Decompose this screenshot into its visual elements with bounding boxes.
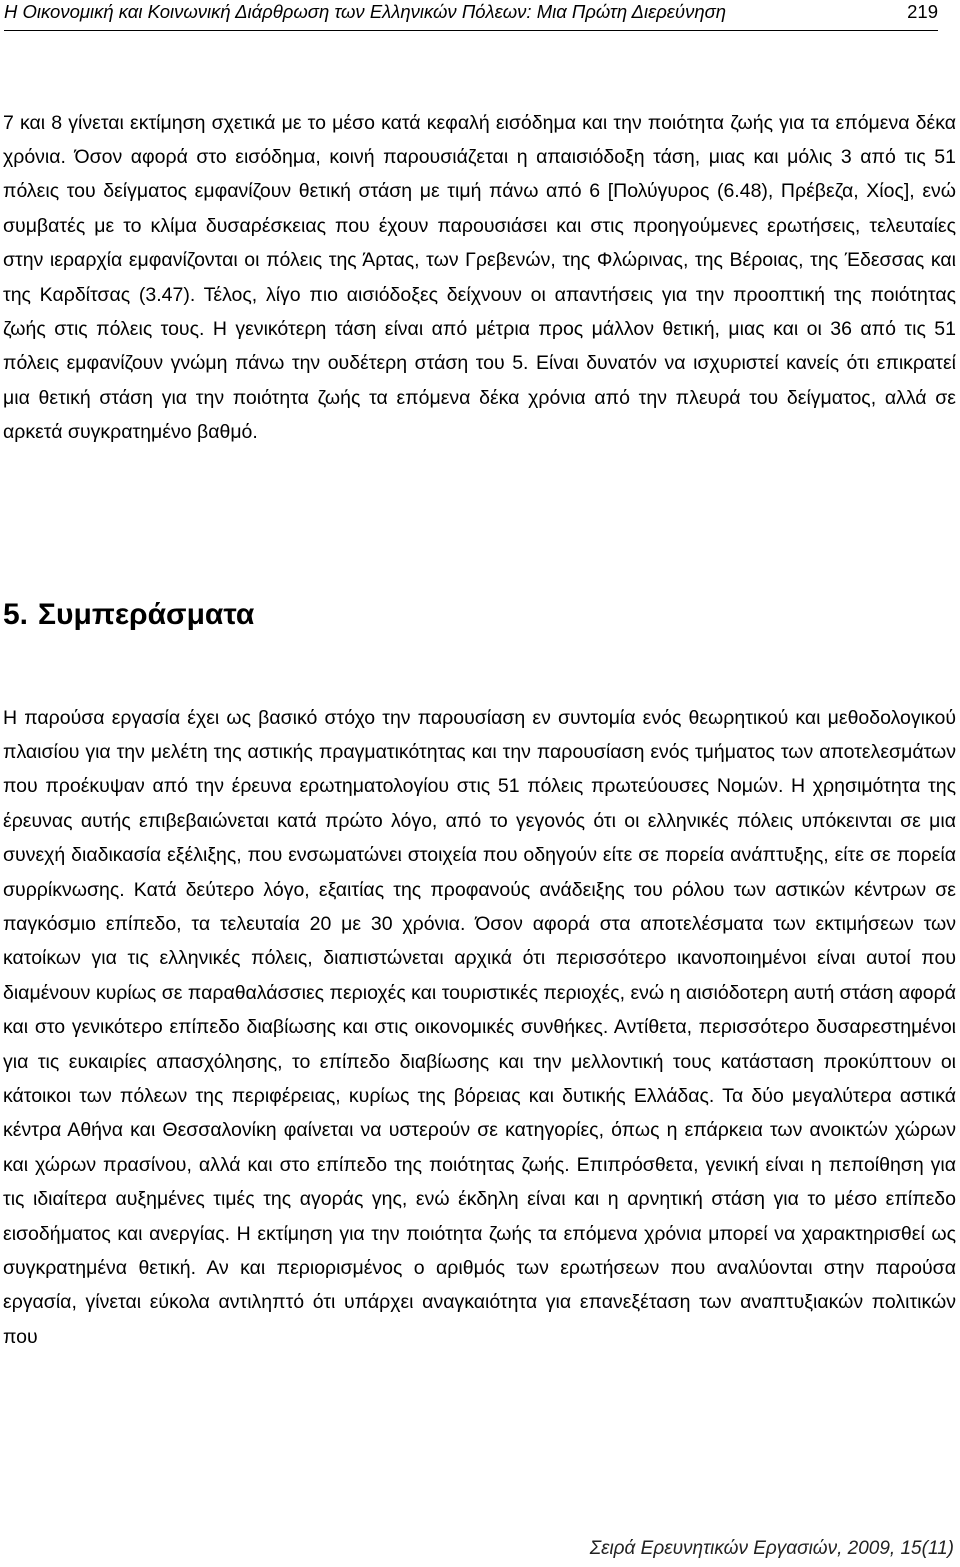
body-paragraph-1: 7 και 8 γίνεται εκτίμηση σχετικά με το μέσο κατά κεφαλή εισόδημα και την ποιότητα ζωής για τα επόμενα δέκα χρόνια. Όσον αφορά στο εισόδημα, κοινή παρουσιάζεται η απαισιόδοξη τάση, μιας και μόλις 3 από τις 51 πόλεις του δείγματος εμφανίζουν θετική στάση με τιμή πάνω από 6 [Πολύγυρος (6.48), Πρέβεζα, Χίος], ενώ συμβατές με το κλίμα δυσαρέσκειας που έχουν παρουσιάσει και στις προηγούμενες ερωτήσεις, τελευταίες στην ιεραρχία εμφανίζονται οι πόλεις της Άρτας, των Γρεβενών, της Φλώρινας, της Βέροιας, της Έδεσσας και της Καρδίτσας (3.47). Τέλος, λίγο πιο αισιόδοξες δείχνουν οι απαντήσεις για την προοπτική της ποιότητας ζωής στις πόλεις τους. Η γενικότερη τάση είναι από μέτρια προς μάλλον θετική, μιας και οι 36 από τις 51 πόλεις εμφανίζουν γνώμη πάνω την ουδέτερη στάση του 5. Είναι δυνατόν να ισχυριστεί κανείς ότι επικρατεί μια θετική στάση για την ποιότητα ζωής τα επόμενα δέκα χρόνια από την πλευρά του δείγματος, αλλά σε αρκετά συγκρατημένο βαθμό. (3, 111, 956, 444)
section-title: Συμπεράσματα (38, 597, 255, 631)
section-number: 5. (3, 597, 29, 631)
running-header-title: Η Οικονομική και Κοινωνική Διάρθρωση των Ελληνικών Πόλεων: Μια Πρώτη Διερεύνηση (4, 1, 727, 22)
body-paragraph-2: Η παρούσα εργασία έχει ως βασικό στόχο την παρουσίαση εν συντομία ενός θεωρητικού και μεθοδολογικού πλαισίου για την μελέτη της αστικής πραγματικότητας και την παρουσίαση ενός τμήματος των αποτελεσμάτων που προέκυψαν από την έρευνα ερωτηματολογίου στις 51 πόλεις πρωτεύουσες Νομών. Η χρησιμότητα της έρευνας αυτής επιβεβαιώνεται κατά πρώτο λόγο, από το γεγονός ότι οι ελληνικές πόλεις υπόκεινται σε μια συνεχή διαδικασία εξέλιξης, που ενσωματώνει στοιχεία που οδηγούν είτε σε πορεία ανάπτυξης, είτε σε πορεία συρρίκνωσης. Κατά δεύτερο λόγο, εξαιτίας της προφανούς ανάδειξης του ρόλου των αστικών κέντρων σε παγκόσμιο επίπεδο, τα τελευταία 20 με 30 χρόνια. Όσον αφορά στα αποτελέσματα των εκτιμήσεων των κατοίκων για τις ελληνικές πόλεις, διαπιστώνεται αρχικά ότι περισσότερο ικανοποιημένοι είναι αυτοί που διαμένουν κυρίως σε παραθαλάσσιες περιοχές και τουριστικές περιοχές, ενώ η αισιόδοτερη αυτή στάση αφορά και στο γενικότερο επίπεδο διαβίωσης και στις οικονομικές συνθήκες. Αντίθετα, περισσότερο δυσαρεστημένοι για τις ευκαιρίες απασχόλησης, το επίπεδο διαβίωσης και την μελλοντική τους κατάσταση προκύπτουν οι κάτοικοι των πόλεων της περιφέρειας, κυρίως της βόρειας και δυτικής Ελλάδας. Τα δύο μεγαλύτερα αστικά κέντρα Αθήνα και Θεσσαλονίκη φαίνεται να υστερούν σε κατηγορίες, όπως η επάρκεια των ανοικτών χώρων και χώρων πρασίνου, αλλά και στο επίπεδο της ποιότητας ζωής. Επιπρόσθετα, γενική είναι η πεποίθηση για τις ιδιαίτερα αυξημένες τιμές της αγοράς γης, ενώ έκδηλη είναι και η αρνητική στάση για το μέσο επίπεδο εισοδήματος και ανεργίας. Η εκτίμηση για την ποιότητα ζωής τα επόμενα χρόνια μπορεί να χαρακτηρισθεί ως συγκρατημένα θετική. Αν και περιορισμένος ο αριθμός των ερωτήσεων που αναλύονται στην παρούσα εργασία, γίνεται εύκολα αντιληπτό ότι υπάρχει αναγκαιότητα για επανεξέταση των αναπτυξιακών πολιτικών που (3, 706, 956, 1348)
running-footer: Σειρά Ερευνητικών Εργασιών, 2009, 15(11) (589, 1538, 954, 1559)
running-header (4, 0, 938, 31)
section-heading (3, 593, 254, 637)
page-number: 219 (907, 1, 938, 22)
